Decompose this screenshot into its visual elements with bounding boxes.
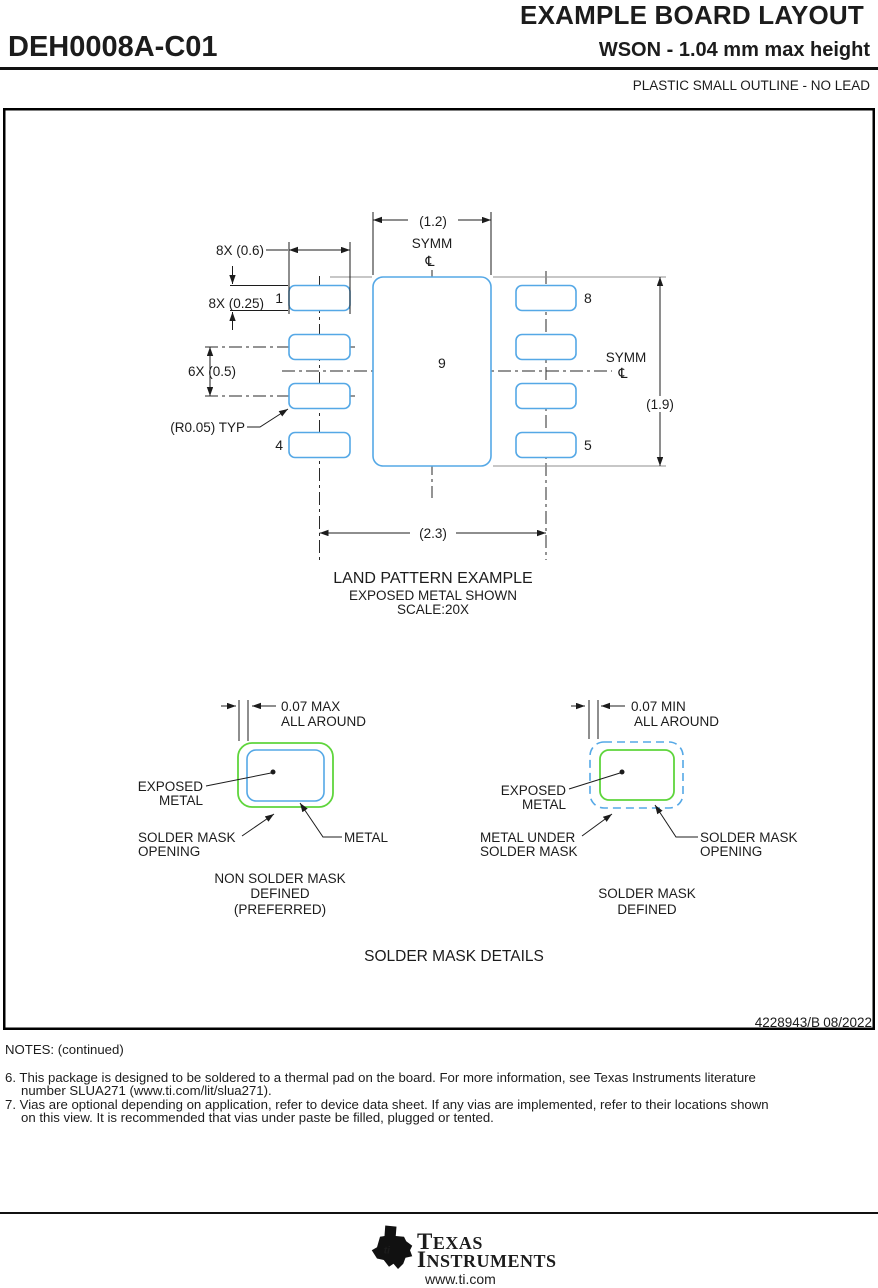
dim-pitch-label: 6X (0.5)	[187, 364, 236, 379]
page-title: EXAMPLE BOARD LAYOUT	[520, 0, 864, 30]
package-subtitle: PLASTIC SMALL OUTLINE - NO LEAD	[632, 78, 870, 93]
board-layout-drawing	[3, 108, 875, 1030]
doc-date: 08/2022	[823, 1015, 872, 1030]
note-6-line-2: number SLUA271 (www.ti.com/lit/slua271).	[21, 1083, 272, 1098]
nsmd-caption-1: NON SOLDER MASK	[214, 871, 346, 886]
package-type: WSON - 1.04 mm max height	[598, 39, 870, 61]
nsmd-caption-3: (PREFERRED)	[233, 902, 327, 917]
dim-center-pad-height-label: (1.9)	[646, 397, 674, 412]
ti-logo-icon	[371, 1224, 413, 1272]
pin-9-label: 9	[438, 355, 446, 371]
symm-right	[606, 350, 647, 382]
note-6-line-1: 6. This package is designed to be soldered to a thermal pad on the board. For more information, see Texas Instruments literature	[5, 1070, 756, 1085]
nsmd-clearance-label-2: ALL AROUND	[281, 714, 367, 729]
smd-caption-1: SOLDER MASK	[598, 886, 696, 901]
note-7-line-1: 7. Vias are optional depending on application, refer to device data sheet. If any vias are implemented, refer to their locations shown	[5, 1097, 769, 1112]
header-divider	[0, 67, 878, 70]
nsmd-caption-2: DEFINED	[250, 886, 310, 901]
dim-center-pad-width-label: (1.2)	[419, 214, 447, 229]
smd-detail	[480, 699, 798, 917]
ti-website-link[interactable]: www.ti.com	[425, 1271, 496, 1287]
smd-under-label-2: SOLDER MASK	[480, 844, 578, 859]
smd-opening-label-2: OPENING	[700, 844, 763, 859]
symm-top-label: SYMM	[411, 236, 453, 251]
dim-span	[320, 525, 547, 541]
pin-8-label: 8	[584, 290, 592, 306]
pad-4	[289, 433, 350, 458]
centerline-symbol-top: ℄	[425, 254, 435, 270]
smd-exposed-label-1: EXPOSED	[500, 783, 566, 798]
note-7-line-2: on this view. It is recommended that vias under paste be filled, plugged or tented.	[21, 1110, 494, 1125]
smd-clearance-label-1: 0.07 MIN	[631, 699, 686, 714]
nsmd-exposed-metal-dot	[271, 770, 276, 775]
smd-caption-2: DEFINED	[617, 902, 677, 917]
smd-exposed-label-2: METAL	[521, 797, 566, 812]
pin-1-label: 1	[275, 290, 283, 306]
dim-pad-width-label: 8X (0.25)	[208, 296, 264, 311]
pad-2	[289, 335, 350, 360]
logo-texas-text: TEXAS	[417, 1229, 483, 1254]
nsmd-metal-label: METAL	[344, 830, 389, 845]
dim-pad-length-label: 8X (0.6)	[215, 243, 264, 258]
pad-3	[289, 384, 350, 409]
notes-heading: NOTES: (continued)	[5, 1042, 124, 1057]
pin-5-label: 5	[584, 437, 592, 453]
nsmd-exposed-label-2: METAL	[158, 793, 203, 808]
scale-caption: SCALE:20X	[396, 602, 470, 617]
nsmd-exposed-label-1: EXPOSED	[137, 779, 203, 794]
nsmd-detail	[138, 699, 389, 917]
pad-6	[516, 384, 576, 409]
texas-shape	[372, 1226, 413, 1270]
smd-opening-label-1: SOLDER MASK	[700, 830, 798, 845]
dim-corner-radius	[170, 409, 288, 435]
pad-5	[516, 433, 576, 458]
dim-center-pad-height	[638, 277, 682, 466]
dim-span-label: (2.3)	[419, 526, 447, 541]
thermal-pad-9	[373, 277, 491, 466]
smd-exposed-metal-dot	[620, 770, 625, 775]
pad-8	[516, 286, 576, 311]
footer-divider	[0, 1212, 878, 1214]
smd-under-label-1: METAL UNDER	[480, 830, 576, 845]
dim-pitch	[188, 347, 236, 396]
nsmd-opening-label-1: SOLDER MASK	[138, 830, 236, 845]
pin-4-label: 4	[275, 437, 283, 453]
ti-logo-letters: ti	[383, 1245, 390, 1257]
solder-mask-details-title: SOLDER MASK DETAILS	[364, 948, 544, 965]
doc-number: 4228943/B	[754, 1015, 820, 1030]
symm-top	[412, 236, 453, 270]
smd-solder-mask-opening-shape	[600, 750, 674, 800]
part-number: DEH0008A-C01	[8, 31, 218, 63]
dim-corner-radius-label: (R0.05) TYP	[170, 420, 245, 435]
exposed-metal-shown-caption: EXPOSED METAL SHOWN	[348, 588, 518, 603]
land-pattern-caption: LAND PATTERN EXAMPLE	[333, 570, 533, 587]
centerline-symbol-right: ℄	[618, 366, 628, 382]
pad-1	[289, 286, 350, 311]
logo-instruments-text: INSTRUMENTS	[417, 1247, 557, 1272]
nsmd-clearance-label-1: 0.07 MAX	[281, 699, 341, 714]
pad-7	[516, 335, 576, 360]
smd-clearance-label-2: ALL AROUND	[634, 714, 720, 729]
nsmd-opening-label-2: OPENING	[138, 844, 201, 859]
symm-right-label: SYMM	[605, 350, 647, 365]
